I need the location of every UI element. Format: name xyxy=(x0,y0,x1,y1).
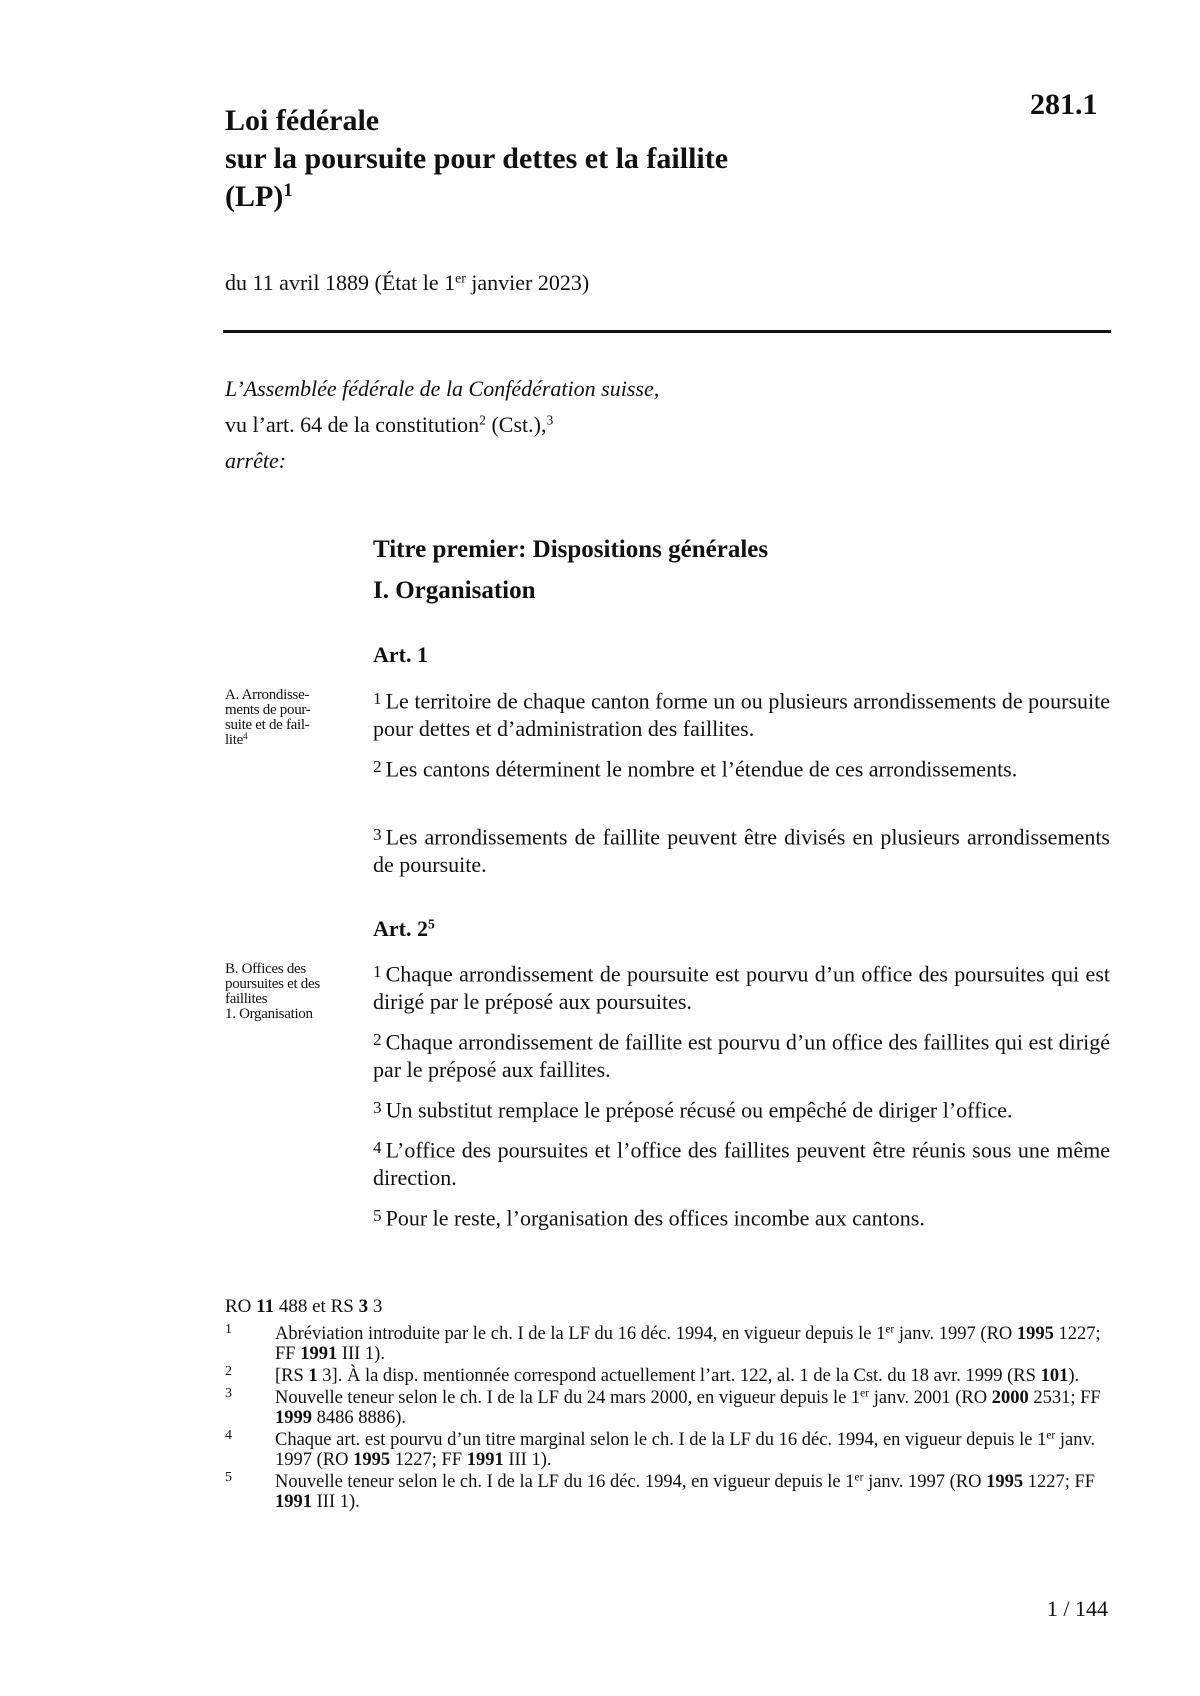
footnote-ref[interactable]: 2 xyxy=(479,412,486,428)
para-number: 1 xyxy=(373,962,382,981)
article-1-para-2 xyxy=(373,753,1110,783)
footnote-number: 2 xyxy=(225,1364,232,1379)
margin-line xyxy=(225,733,343,748)
footnote-text: 1991 xyxy=(300,1344,338,1364)
footnote-text: 8486 8886). xyxy=(312,1408,407,1428)
page-number: 1 / 144 xyxy=(1046,1596,1108,1621)
footnote-number: 1 xyxy=(225,1322,232,1337)
margin-line: ments de pour- xyxy=(225,702,311,718)
law-title xyxy=(225,102,985,216)
footnote-text: janv. 1997 (RO xyxy=(275,1430,1096,1470)
para-text: L’office des poursuites et l’office des faillites peuvent être réunis sous une même direction. xyxy=(373,1137,1110,1191)
para-text: Un substitut remplace le préposé récusé ou empêché de diriger l’office. xyxy=(385,1097,1013,1123)
article-1-margin-title xyxy=(225,688,343,748)
footnote-text: janv. 1997 (RO xyxy=(863,1472,987,1492)
article-2-para-5 xyxy=(373,1202,1110,1232)
enactment-date xyxy=(225,270,589,296)
footnote xyxy=(225,1388,1115,1428)
source-text: 488 et RS xyxy=(274,1296,359,1317)
footnote-ref[interactable]: 1 xyxy=(283,179,293,201)
preamble-basis-text: vu l’art. 64 de la constitution xyxy=(225,412,480,437)
footnote xyxy=(225,1430,1115,1470)
footnote-text: III 1). xyxy=(337,1344,385,1364)
margin-text: lite xyxy=(225,732,243,748)
footnote-text: 1991 xyxy=(466,1450,504,1470)
title-line-3 xyxy=(225,178,985,216)
preamble-basis-cst: (Cst.), xyxy=(485,412,547,437)
footnote-text: er xyxy=(885,1323,895,1336)
footnote-number: 5 xyxy=(225,1470,232,1485)
para-number: 1 xyxy=(373,689,382,708)
footnote-number: 4 xyxy=(225,1428,232,1443)
preamble-decrees: arrête: xyxy=(225,448,287,473)
footnote-text: 1995 xyxy=(986,1472,1024,1492)
footnote-text: janv. 2001 (RO xyxy=(869,1388,992,1408)
margin-line: 1. Organisation xyxy=(225,1006,313,1022)
footnote-text: 2000 xyxy=(991,1388,1029,1408)
article-2-para-3 xyxy=(373,1094,1110,1124)
footnote-text: Nouvelle teneur selon le ch. I de la LF du 16 déc. 1994, en vigueur depuis le 1 xyxy=(275,1472,855,1492)
para-text: Pour le reste, l’organisation des offices incombe aux cantons. xyxy=(385,1205,925,1231)
footnote-text: janv. 1997 (RO xyxy=(894,1324,1017,1344)
footnote-text: 1227; FF xyxy=(275,1324,1101,1364)
article-2-heading xyxy=(373,916,435,942)
date-suffix: janvier 2023) xyxy=(465,270,590,295)
footnote-text: Nouvelle teneur selon le ch. I de la LF du 24 mars 2000, en vigueur depuis le 1 xyxy=(275,1388,861,1408)
footnote-ref[interactable]: 3 xyxy=(546,412,554,428)
footnote-text: 1991 xyxy=(275,1492,312,1512)
para-text: Chaque arrondissement de poursuite est pourvu d’un office des poursuites qui est dirigé par le préposé aux poursuites. xyxy=(373,961,1110,1015)
title-line-1: Loi fédérale xyxy=(225,104,380,137)
footnote-text: er xyxy=(1046,1429,1056,1442)
para-number: 5 xyxy=(373,1206,382,1225)
para-number: 2 xyxy=(373,1030,382,1049)
footnote-text: 1995 xyxy=(1016,1324,1054,1344)
title-heading: Titre premier: Dispositions générales xyxy=(373,536,769,563)
article-2-para-4 xyxy=(373,1134,1110,1192)
para-text: Les arrondissements de faillite peuvent être divisés en plusieurs arrondissements de poursuite. xyxy=(373,824,1110,878)
article-2-para-1 xyxy=(373,958,1110,1016)
footnote-text: III 1). xyxy=(312,1492,360,1512)
footnote-text: [RS xyxy=(275,1366,309,1386)
source-text: 3 xyxy=(368,1296,383,1317)
footnote-text: 3]. À la disp. mentionnée correspond actuellement l’art. 122, al. 1 de la Cst. du 18 avr. 1999 (RS xyxy=(317,1366,1041,1386)
article-1-heading: Art. 1 xyxy=(373,642,428,667)
source-text: RO xyxy=(225,1296,257,1317)
footnote-text: 1227; FF xyxy=(390,1450,467,1470)
title-line-2: sur la poursuite pour dettes et la faillite xyxy=(225,142,729,175)
footnote-text: III 1). xyxy=(503,1450,552,1470)
article-2-margin-title xyxy=(225,962,343,1022)
para-number: 3 xyxy=(373,1098,382,1117)
article-1-para-3 xyxy=(373,821,1110,879)
margin-line: poursuites et des xyxy=(225,976,320,992)
footnote-text: 1 xyxy=(308,1366,318,1386)
footnote-ref[interactable]: 4 xyxy=(242,731,248,742)
margin-line: A. Arrondisse- xyxy=(225,687,310,703)
footnote-text: ). xyxy=(1068,1366,1080,1386)
date-prefix: du 11 avril 1889 (État le 1 xyxy=(225,270,456,295)
footnote-text: 1995 xyxy=(353,1450,391,1470)
margin-line: suite et de fail- xyxy=(225,717,310,733)
footnote-text: er xyxy=(860,1387,870,1400)
chapter-heading: I. Organisation xyxy=(373,577,536,604)
footnote-text: 1227; FF xyxy=(1023,1472,1096,1492)
footnote-number: 3 xyxy=(225,1386,232,1401)
footnote-text: 1999 xyxy=(275,1408,312,1428)
source-volume: 11 xyxy=(256,1296,275,1317)
footnote-text: Chaque art. est pourvu d’un titre marginal selon le ch. I de la LF du 16 déc. 1994, en vigueur depuis le 1 xyxy=(275,1430,1047,1450)
footnote-ref[interactable]: 5 xyxy=(427,916,435,932)
para-number: 2 xyxy=(373,757,382,776)
footnote-text: 101 xyxy=(1040,1366,1069,1386)
article-2-para-2 xyxy=(373,1026,1110,1084)
margin-line: faillites xyxy=(225,991,268,1007)
sr-number: 281.1 xyxy=(1030,88,1098,121)
para-number: 4 xyxy=(373,1138,382,1157)
para-text: Le territoire de chaque canton forme un ou plusieurs arrondissements de poursuite pour dettes et d’administration des faillites. xyxy=(373,688,1110,742)
para-text: Chaque arrondissement de faillite est pourvu d’un office des faillites qui est dirigé par le préposé aux faillites. xyxy=(373,1029,1110,1083)
footnote-text: 2531; FF xyxy=(1028,1388,1101,1408)
footnote-text: er xyxy=(854,1471,864,1484)
preamble xyxy=(225,371,659,479)
source-volume: 3 xyxy=(358,1296,369,1317)
footnote-text: Abréviation introduite par le ch. I de la LF du 16 déc. 1994, en vigueur depuis le 1 xyxy=(275,1324,886,1344)
footnote xyxy=(225,1324,1115,1364)
title-abbrev: (LP) xyxy=(225,180,284,213)
margin-line: B. Offices des xyxy=(225,961,306,977)
footnotes xyxy=(225,1324,1115,1514)
article-1-para-1 xyxy=(373,685,1110,743)
preamble-authority: L’Assemblée fédérale de la Confédération suisse, xyxy=(225,376,660,401)
footnote xyxy=(225,1366,1115,1386)
header-rule xyxy=(223,330,1111,333)
para-text: Les cantons déterminent le nombre et l’étendue de ces arrondissements. xyxy=(385,756,1018,782)
source-reference xyxy=(225,1296,382,1318)
date-sup: er xyxy=(455,270,466,286)
article-2-title: Art. 2 xyxy=(373,916,428,941)
preamble-basis xyxy=(225,407,659,443)
para-number: 3 xyxy=(373,825,382,844)
footnote xyxy=(225,1472,1115,1512)
